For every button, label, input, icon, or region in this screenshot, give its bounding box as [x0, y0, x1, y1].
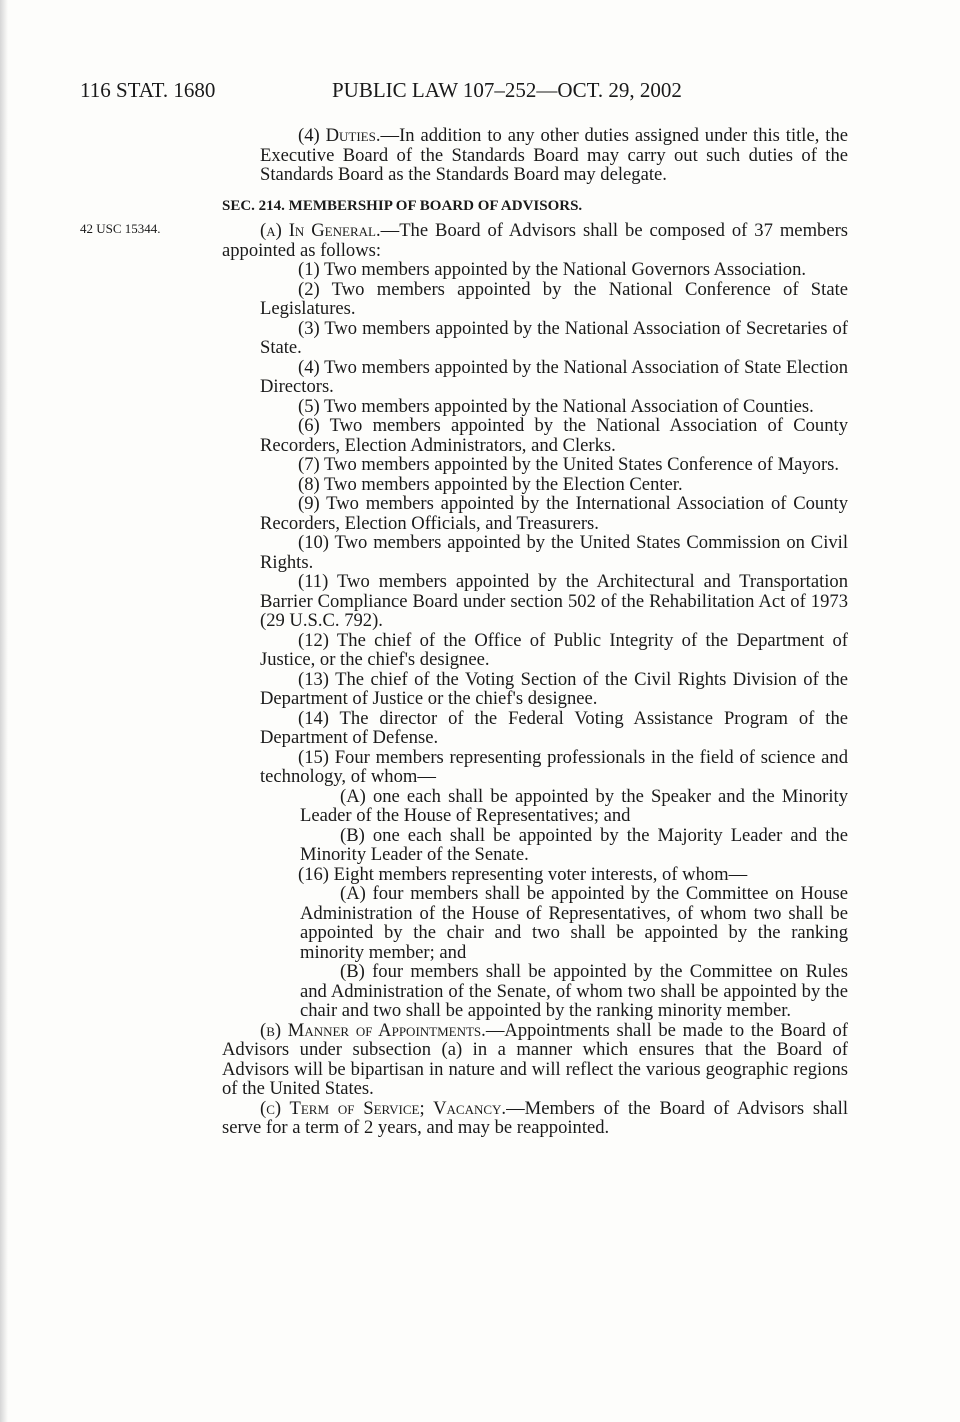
subsection-a [222, 221, 848, 260]
sub-list-item: (A) four members shall be appointed by the Committee on House Administration of the House of Representatives, of whom two shall be appointed by the chair and two shall be appointed by the ranking minority member; and [300, 883, 848, 963]
usc-margin-note: 42 USC 15344. [80, 221, 161, 236]
list-item: (16) Eight members representing voter interests, of whom— [298, 863, 748, 885]
paragraph-duties [222, 126, 848, 185]
public-law-title: PUBLIC LAW 107–252—OCT. 29, 2002 [332, 78, 682, 102]
list-item: (14) The director of the Federal Voting Assistance Program of the Department of Defense. [260, 707, 848, 748]
subsection-c-text: —Members of the Board of Advisors shall serve for a term of 2 years, and may be reappointed. [222, 1097, 848, 1138]
subsection-b-label: (b) Manner of Appointments. [260, 1019, 486, 1041]
list-item: (12) The chief of the Office of Public Integrity of the Department of Justice, or the chief's designee. [260, 629, 848, 670]
list-item: (5) Two members appointed by the National Association of Counties. [298, 395, 814, 417]
subsection-c-label: (c) Term of Service; Vacancy. [260, 1097, 507, 1119]
list-item: (3) Two members appointed by the National Association of Secretaries of State. [260, 317, 848, 358]
page-header [80, 78, 840, 108]
gutter-shadow [0, 0, 8, 1422]
duties-text: —In addition to any other duties assigned under this title, the Executive Board of the Standards Board may carry out such duties of the Standards Board as the Standards Board may delegate. [260, 125, 848, 185]
list-item: (4) Two members appointed by the National Association of State Election Directors. [260, 356, 848, 397]
list-item: (11) Two members appointed by the Architectural and Transportation Barrier Compliance Board under section 502 of the Rehabilitation Act of 1973 (29 U.S.C. 792). [260, 571, 848, 631]
list-item: (1) Two members appointed by the National Governors Association. [298, 259, 807, 280]
subsection-c [222, 1099, 848, 1138]
subsection-b-text: —Appointments shall be made to the Board of Advisors under subsection (a) in a manner which ensures that the Board of Advisors will be bipartisan in nature and will reflect the various geographic regions of the United States. [222, 1019, 848, 1099]
sub-list-item: (B) four members shall be appointed by the Committee on Rules and Administration of the Senate, of whom two shall be appointed by the chair and two shall be appointed by the ranking minority member. [300, 961, 848, 1021]
duties-label: (4) Duties. [298, 125, 381, 146]
subsection-a-label: (a) In General. [260, 220, 381, 241]
list-item: (6) Two members appointed by the National Association of County Recorders, Election Administrators, and Clerks. [260, 415, 848, 456]
list-item: (9) Two members appointed by the International Association of County Recorders, Election Officials, and Treasurers. [260, 493, 848, 534]
subsection-b [222, 1021, 848, 1099]
statute-body [222, 126, 848, 1138]
list-item: (7) Two members appointed by the United States Conference of Mayors. [298, 454, 840, 475]
stat-page-number: 116 STAT. 1680 [80, 78, 216, 102]
list-item: (8) Two members appointed by the Election Center. [298, 473, 683, 495]
list-item: (10) Two members appointed by the United States Commission on Civil Rights. [260, 532, 848, 573]
subsection-a-text: —The Board of Advisors shall be composed of 37 members appointed as follows: [222, 220, 849, 261]
list-item: (13) The chief of the Voting Section of the Civil Rights Division of the Department of Justice or the chief's designee. [260, 668, 848, 709]
sub-list-item: (A) one each shall be appointed by the Speaker and the Minority Leader of the House of Representatives; and [300, 785, 848, 826]
section-heading: SEC. 214. MEMBERSHIP OF BOARD OF ADVISORS. [222, 197, 583, 214]
list-item: (15) Four members representing professionals in the field of science and technology, of whom— [260, 746, 848, 787]
list-item: (2) Two members appointed by the National Conference of State Legislatures. [260, 278, 848, 319]
sub-list-item: (B) one each shall be appointed by the Majority Leader and the Minority Leader of the Senate. [300, 824, 848, 865]
